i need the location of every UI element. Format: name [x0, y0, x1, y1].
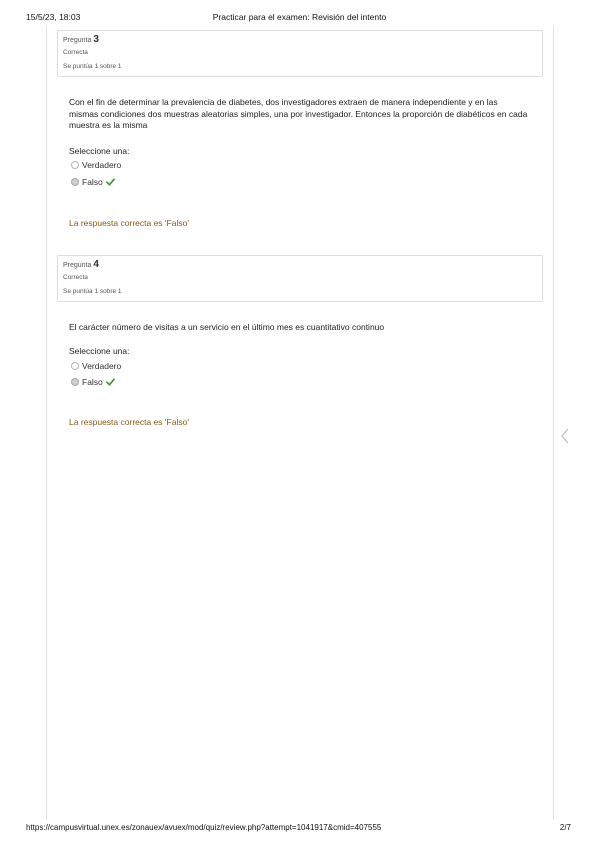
question-grade: Se puntúa 1 sobre 1	[63, 63, 122, 70]
answer-option-falso[interactable]	[71, 377, 115, 387]
answer-option-verdadero[interactable]	[71, 361, 121, 371]
option-label: Falso	[82, 377, 103, 387]
question-label: Pregunta	[63, 37, 92, 44]
content-border-right	[553, 26, 554, 820]
answer-option-falso[interactable]	[71, 177, 115, 187]
radio-button[interactable]	[71, 161, 79, 169]
page-number: 2/7	[559, 823, 571, 832]
page-url: https://campusvirtual.unex.es/zonauex/avuex/mod/quiz/review.php?attempt=1041917&cmid=407555	[26, 823, 382, 832]
select-prompt: Seleccione una:	[69, 346, 130, 356]
page-title: Practicar para el examen: Revisión del intento	[212, 12, 387, 22]
correct-answer-feedback: La respuesta correcta es 'Falso'	[69, 417, 189, 427]
select-prompt: Seleccione una:	[69, 146, 130, 156]
chevron-left-icon[interactable]	[560, 427, 570, 445]
question-text-3: Con el fin de determinar la prevalencia de diabetes, dos investigadores extraen de manera independiente y en las mismas condiciones dos muestras aleatorias simples, una por investigador. Entonces la proporción de diabéticos en cada muestra es la misma	[69, 97, 528, 130]
print-date: 15/5/23, 18:03	[26, 12, 81, 22]
question-info-4	[57, 255, 543, 302]
question-state: Correcta	[63, 274, 88, 281]
radio-button-selected[interactable]	[71, 178, 79, 186]
radio-button-selected[interactable]	[71, 378, 79, 386]
check-icon	[106, 178, 115, 186]
radio-button[interactable]	[71, 362, 79, 370]
question-number: 3	[93, 34, 99, 45]
question-label: Pregunta	[63, 262, 92, 269]
question-grade: Se puntúa 1 sobre 1	[63, 288, 122, 295]
option-label: Verdadero	[82, 361, 122, 371]
question-state: Correcta	[63, 49, 88, 56]
question-number: 4	[93, 259, 99, 270]
answer-option-verdadero[interactable]	[71, 160, 121, 170]
question-info-3	[57, 30, 543, 77]
question-text-4: El carácter número de visitas a un servicio en el último mes es cuantitativo continuo	[69, 322, 385, 332]
option-label: Falso	[82, 177, 103, 187]
content-border-left	[46, 26, 47, 820]
correct-answer-feedback: La respuesta correcta es 'Falso'	[69, 218, 189, 228]
check-icon	[106, 378, 115, 386]
option-label: Verdadero	[82, 160, 122, 170]
